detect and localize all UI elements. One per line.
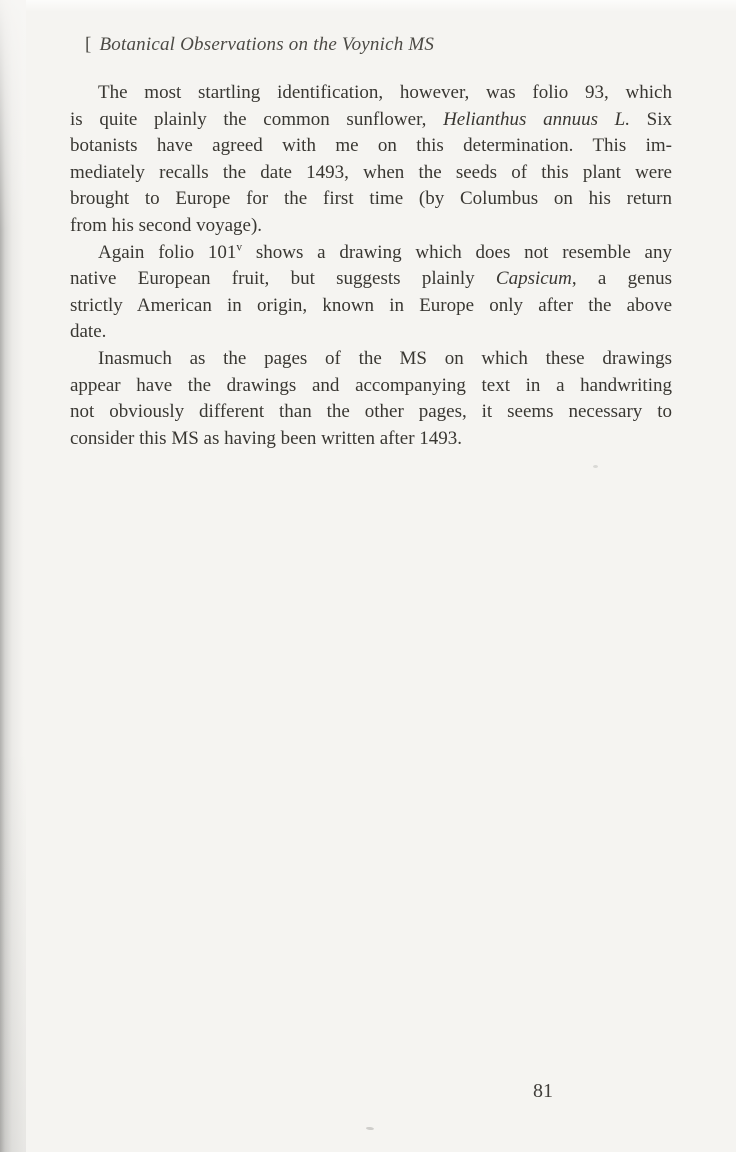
paragraph (70, 240, 672, 346)
text-line: brought to Europe for the first time (by Columbus on his return (70, 188, 672, 210)
page-number: 81 (533, 1080, 553, 1102)
scan-edge-left (0, 0, 26, 1152)
running-header: [ Botanical Observations on the Voynich MS (85, 34, 435, 55)
text-line: botanists have agreed with me on this determination. This im- (70, 135, 672, 157)
text-line: date. (70, 321, 107, 343)
text-line: is quite plainly the common sunflower, Helianthus annuus L. Six (70, 108, 672, 130)
text-line: not obviously different than the other pages, it seems necessary to (70, 401, 672, 423)
text-line: from his second voyage). (70, 214, 263, 236)
body-text (70, 80, 672, 452)
paragraph (70, 80, 672, 240)
text-line: strictly American in origin, known in Europe only after the above (70, 294, 672, 316)
paragraph (70, 346, 672, 452)
text-line: Inasmuch as the pages of the MS on which these drawings (98, 347, 672, 369)
text-line: Again folio 101$^v$ shows a drawing which does not resemble any (98, 241, 672, 263)
text-line: appear have the drawings and accompanying text in a handwriting (70, 374, 672, 396)
scan-speck (366, 1127, 374, 1131)
text-line: The most startling identification, however, was folio 93, which (98, 82, 672, 103)
text-line: native European fruit, but suggests plainly Capsicum, a genus (70, 268, 672, 290)
text-line: consider this MS as having been written after 1493. (70, 427, 463, 449)
scan-edge-top (0, 0, 736, 12)
text-line: mediately recalls the date 1493, when the seeds of this plant were (70, 161, 672, 183)
scan-speck (593, 465, 598, 468)
